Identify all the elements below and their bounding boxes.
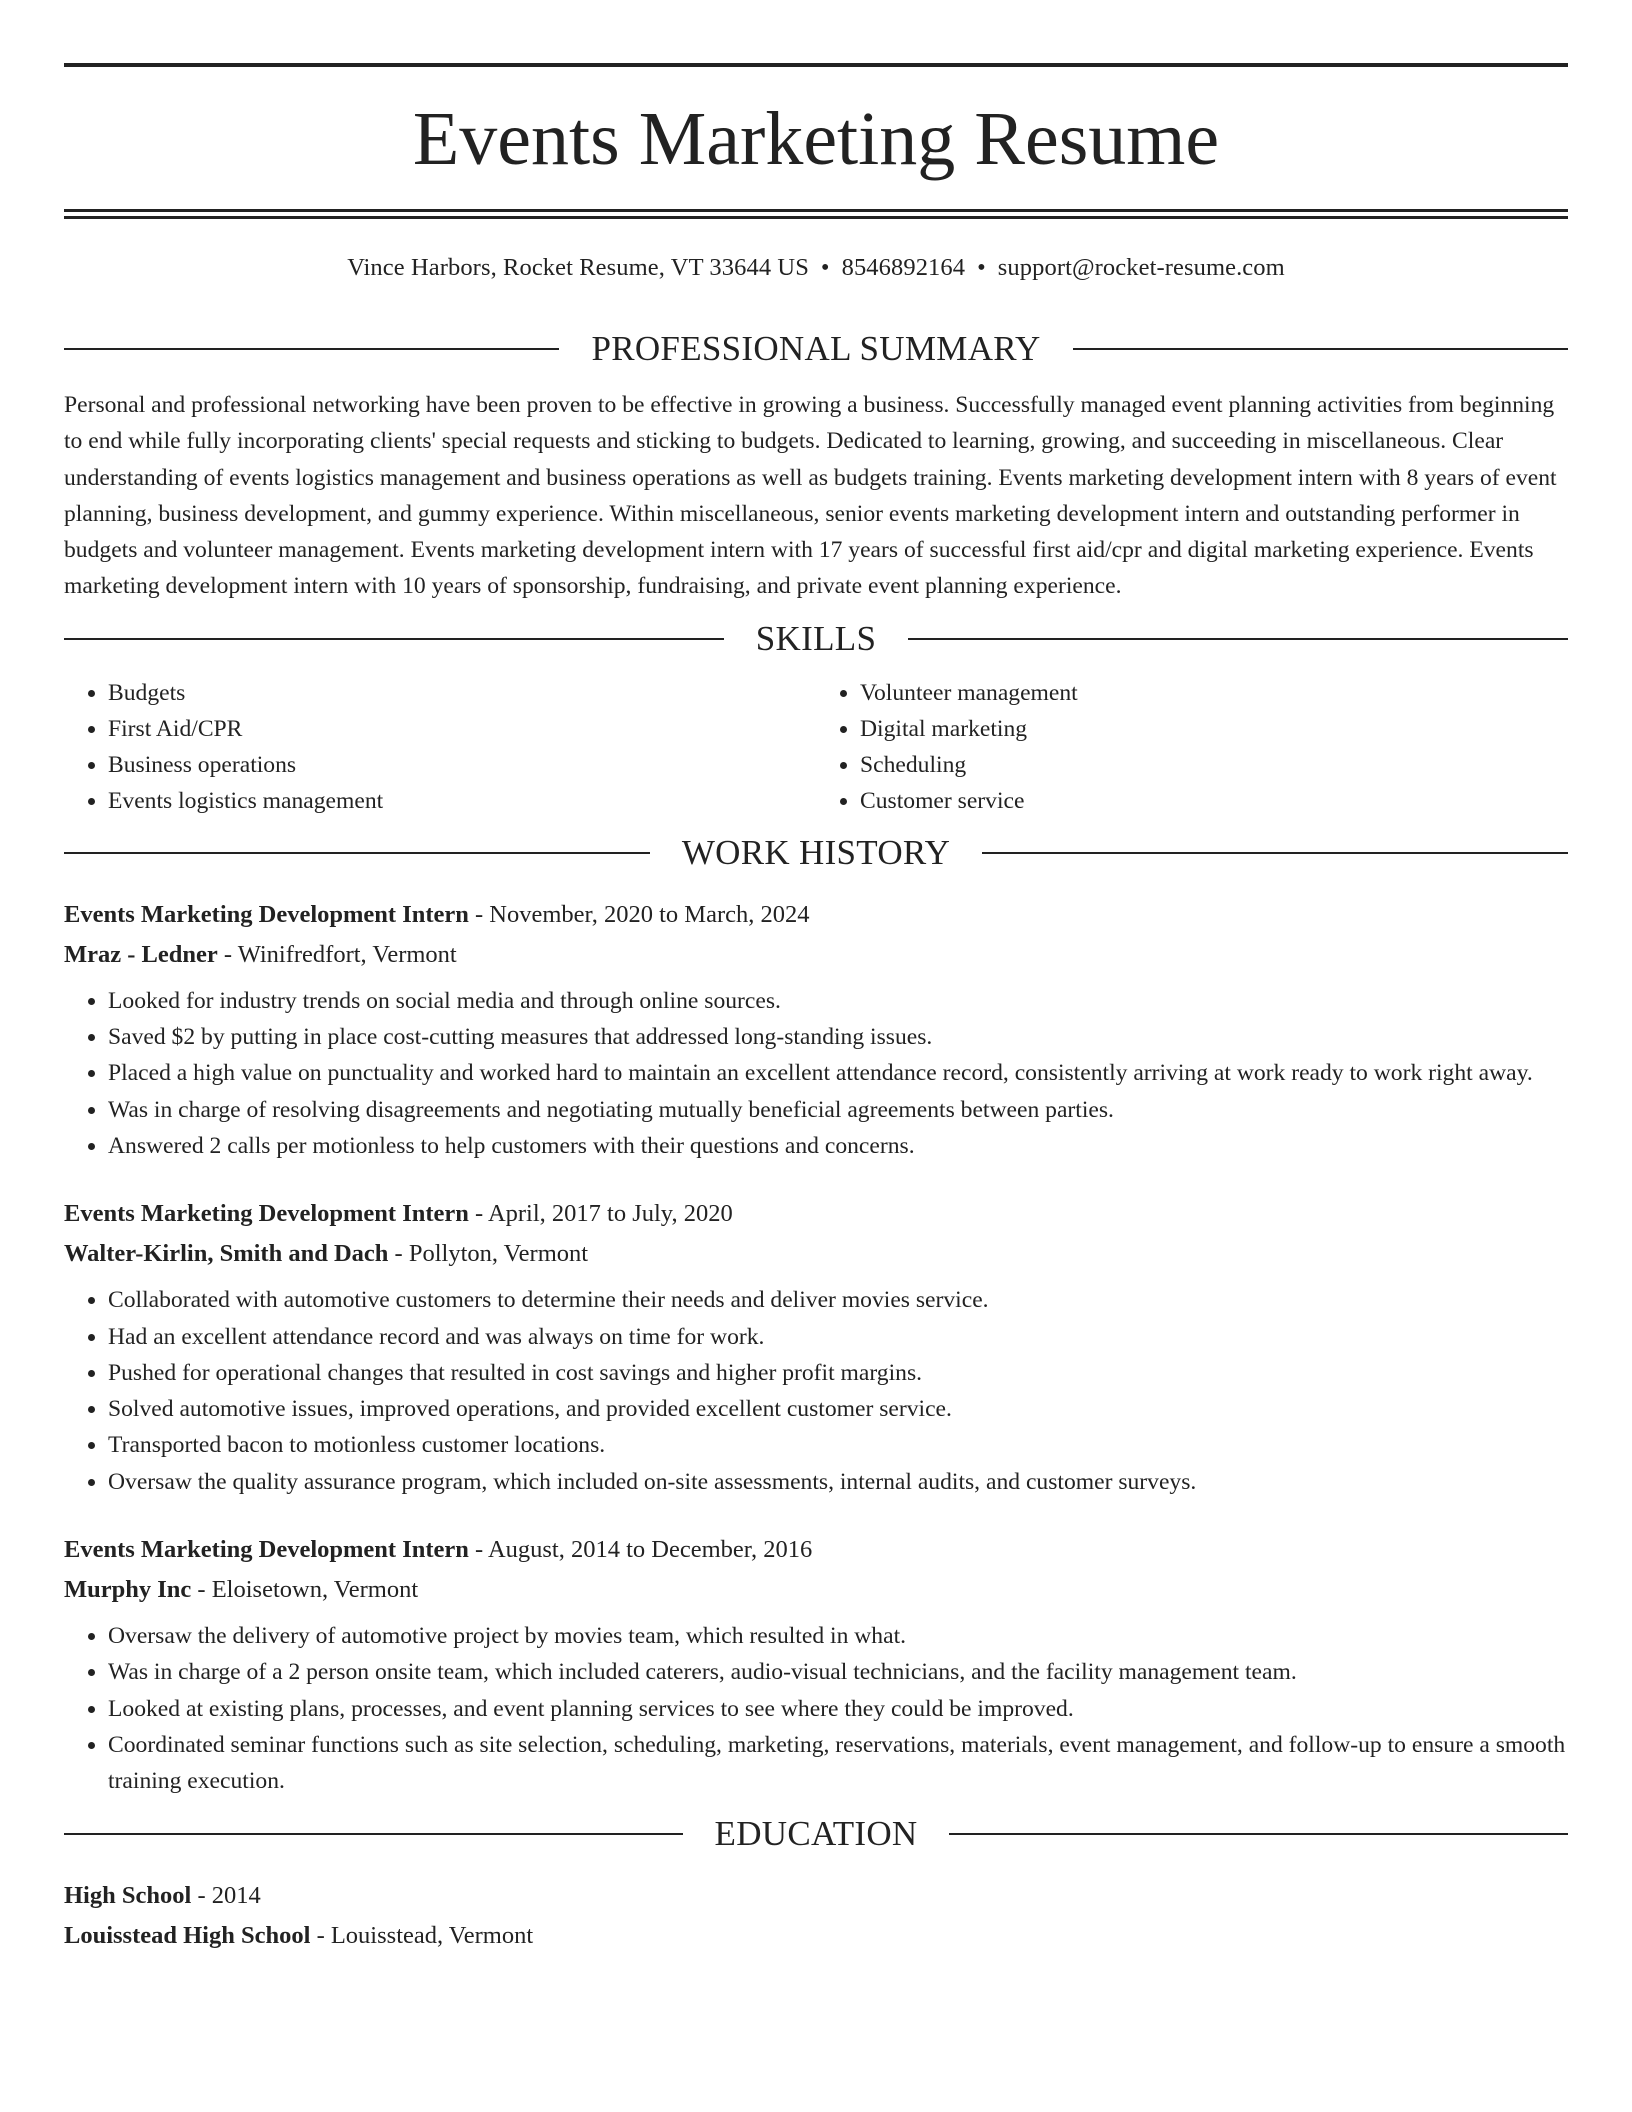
double-rule bbox=[64, 209, 1568, 219]
job-bullet: • Oversaw the quality assurance program, which included on-site assessments, internal audits, and customer surveys. bbox=[108, 1464, 1568, 1500]
contact-email: support@rocket-resume.com bbox=[997, 254, 1285, 281]
section-title: PROFESSIONAL SUMMARY bbox=[591, 329, 1041, 368]
job-title: Events Marketing Development Intern bbox=[64, 900, 469, 928]
heading-rule bbox=[64, 348, 559, 350]
skill-item: • Customer service bbox=[860, 783, 1568, 819]
skill-item: • First Aid/CPR bbox=[108, 711, 816, 747]
job-dates: - April, 2017 to July, 2020 bbox=[468, 1200, 733, 1228]
heading-rule bbox=[1073, 348, 1568, 350]
top-rule bbox=[64, 63, 1568, 67]
section-title: SKILLS bbox=[755, 618, 877, 658]
job-dates: - November, 2020 to March, 2024 bbox=[468, 900, 810, 928]
skill-item: • Business operations bbox=[108, 747, 816, 783]
job-dates: - August, 2014 to December, 2016 bbox=[468, 1536, 813, 1564]
job-bullet: • Placed a high value on punctuality and worked hard to maintain an excellent attendance record, consistently arriving at work ready to work right away. bbox=[108, 1055, 1568, 1091]
job-bullet: • Looked for industry trends on social media and through online sources. bbox=[108, 983, 1568, 1019]
job-title: Events Marketing Development Intern bbox=[64, 1200, 469, 1228]
job-bullet: • Solved automotive issues, improved operations, and provided excellent customer service. bbox=[108, 1391, 1568, 1427]
job-company: Murphy Inc bbox=[64, 1576, 192, 1604]
heading-rule bbox=[949, 1833, 1568, 1835]
contact-address: Vince Harbors, Rocket Resume, VT 33644 US bbox=[347, 254, 809, 281]
education-year: - 2014 bbox=[191, 1881, 261, 1909]
job-entry bbox=[64, 1530, 1568, 1799]
skill-item: • Digital marketing bbox=[860, 711, 1568, 747]
job-title-line bbox=[64, 895, 1568, 935]
section-heading-education bbox=[64, 1814, 1568, 1854]
skill-item: • Budgets bbox=[108, 675, 816, 711]
skills-column-right bbox=[816, 675, 1568, 819]
job-bullet: • Saved $2 by putting in place cost-cutting measures that addressed long-standing issues. bbox=[108, 1019, 1568, 1055]
job-bullet: • Coordinated seminar functions such as site selection, scheduling, marketing, reservations, materials, event management, and follow-up to ensure a smooth training execution. bbox=[108, 1727, 1568, 1800]
job-bullets bbox=[64, 983, 1568, 1164]
job-location: - Eloisetown, Vermont bbox=[191, 1576, 419, 1604]
job-bullets bbox=[64, 1282, 1568, 1500]
job-entry bbox=[64, 895, 1568, 1164]
summary-text: Personal and professional networking have been proven to be effective in growing a business. Successfully managed event planning activities from beginning to end while fully incorporating clients' special requests and sticking to budgets. Dedicated to learning, growing, and succeeding in miscellaneous. Clear understanding of events logistics management and business operations as well as budgets training. Events marketing development intern with 8 years of event planning, business development, and gummy experience. Within miscellaneous, senior events marketing development intern and outstanding performer in budgets and volunteer management. Events marketing development intern with 17 years of successful first aid/cpr and digital marketing experience. Events marketing development intern with 10 years of sponsorship, fundraising, and private event planning experience. bbox=[64, 392, 1557, 600]
job-bullet: • Was in charge of resolving disagreements and negotiating mutually beneficial agreements between parties. bbox=[108, 1092, 1568, 1128]
heading-rule bbox=[908, 638, 1568, 640]
job-bullet: • Was in charge of a 2 person onsite team, which included caterers, audio-visual technicians, and the facility management team. bbox=[108, 1654, 1568, 1690]
job-bullet: • Pushed for operational changes that resulted in cost savings and higher profit margins. bbox=[108, 1355, 1568, 1391]
skills-column-left bbox=[64, 675, 816, 819]
education-school-line bbox=[64, 1916, 1568, 1956]
job-title-line bbox=[64, 1530, 1568, 1570]
heading-rule bbox=[982, 852, 1568, 854]
skill-item: • Volunteer management bbox=[860, 675, 1568, 711]
job-bullet: • Answered 2 calls per motionless to help customers with their questions and concerns. bbox=[108, 1128, 1568, 1164]
education-degree-line bbox=[64, 1876, 1568, 1916]
job-company-line bbox=[64, 1234, 1568, 1274]
job-location: - Winifredfort, Vermont bbox=[217, 940, 457, 968]
heading-rule bbox=[64, 638, 724, 640]
job-bullet: • Looked at existing plans, processes, and event planning services to see where they could be improved. bbox=[108, 1691, 1568, 1727]
job-bullets bbox=[64, 1618, 1568, 1799]
job-company: Walter-Kirlin, Smith and Dach bbox=[64, 1240, 389, 1268]
job-title-line bbox=[64, 1194, 1568, 1234]
job-bullet: • Collaborated with automotive customers to determine their needs and deliver movies service. bbox=[108, 1282, 1568, 1318]
job-bullet: • Transported bacon to motionless customer locations. bbox=[108, 1427, 1568, 1463]
contact-phone: 8546892164 bbox=[841, 254, 966, 281]
education-entry bbox=[64, 1876, 1568, 1956]
job-company-line bbox=[64, 1570, 1568, 1610]
education-location: - Louisstead, Vermont bbox=[310, 1921, 534, 1949]
job-bullet: • Oversaw the delivery of automotive project by movies team, which resulted in what. bbox=[108, 1618, 1568, 1654]
resume-title: Events Marketing Resume bbox=[412, 97, 1220, 181]
contact-separator: • bbox=[977, 254, 986, 281]
contact-separator: • bbox=[820, 254, 830, 281]
contact-line bbox=[64, 253, 1568, 283]
resume-page bbox=[64, 0, 1568, 1956]
job-bullet: • Had an excellent attendance record and was always on time for work. bbox=[108, 1319, 1568, 1355]
skills-list bbox=[64, 675, 1568, 819]
skill-item: • Scheduling bbox=[860, 747, 1568, 783]
section-heading-work bbox=[64, 833, 1568, 873]
heading-rule bbox=[64, 1833, 683, 1835]
heading-rule bbox=[64, 852, 650, 854]
section-heading-skills bbox=[64, 619, 1568, 659]
job-company-line bbox=[64, 935, 1568, 975]
job-location: - Pollyton, Vermont bbox=[388, 1240, 589, 1268]
skill-item: • Events logistics management bbox=[108, 783, 816, 819]
education-degree: High School bbox=[64, 1881, 192, 1909]
section-title: EDUCATION bbox=[714, 1813, 918, 1853]
job-entry bbox=[64, 1194, 1568, 1500]
job-title: Events Marketing Development Intern bbox=[64, 1536, 469, 1564]
education-school: Louisstead High School bbox=[64, 1921, 311, 1949]
section-title: WORK HISTORY bbox=[681, 832, 951, 872]
section-heading-summary bbox=[64, 329, 1568, 369]
job-company: Mraz - Ledner bbox=[64, 940, 218, 968]
